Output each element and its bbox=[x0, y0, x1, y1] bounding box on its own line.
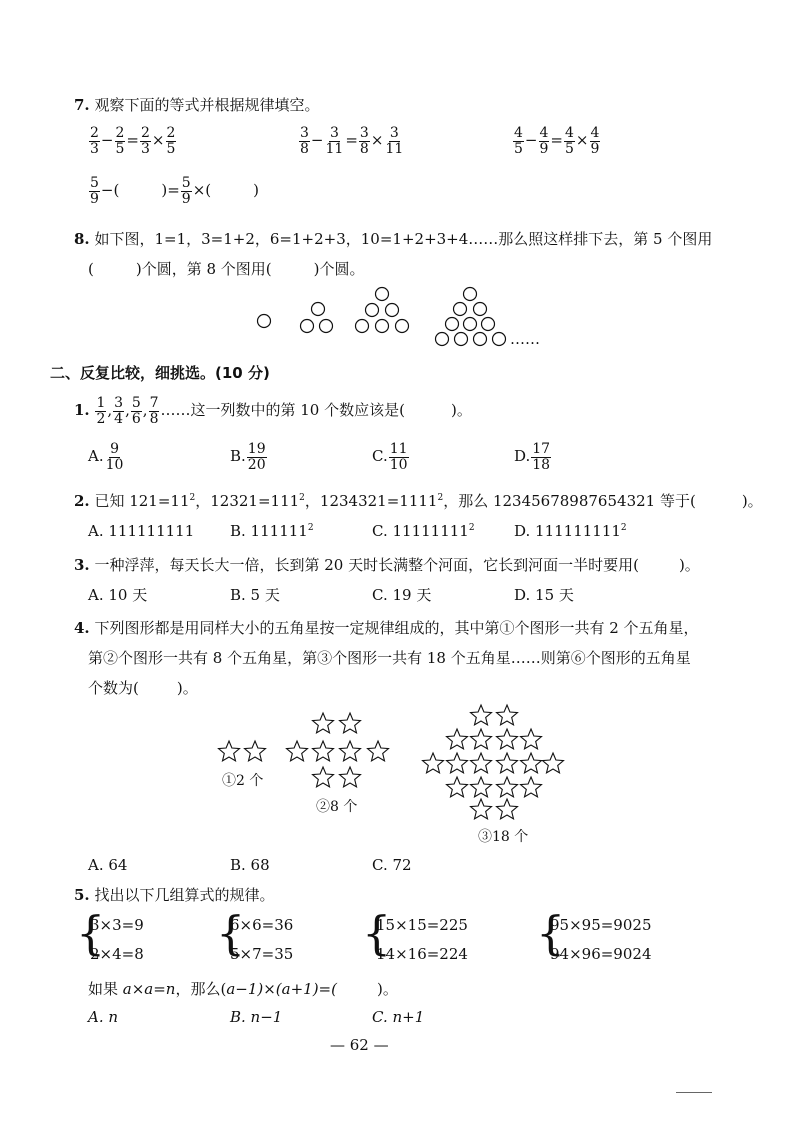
question-number: 5. bbox=[74, 886, 90, 904]
question-text: 观察下面的等式并根据规律填空。 bbox=[94, 96, 320, 114]
page-number: — 62 — bbox=[330, 1036, 389, 1054]
q7-fill-blank: $\frac{5}{9}$ −( )= $\frac{5}{9}$ ×( ) bbox=[90, 175, 259, 207]
group4-line1: 95×95=9025 bbox=[550, 916, 652, 934]
s3-option-c[interactable]: C. 19 天 bbox=[372, 586, 432, 604]
s1-option-b[interactable]: B. $\frac{19}{20}$ bbox=[230, 441, 266, 473]
s4-option-b[interactable]: B. 68 bbox=[230, 856, 270, 874]
star-icon bbox=[313, 741, 334, 761]
star-icon bbox=[219, 741, 240, 761]
star-icon bbox=[471, 729, 492, 749]
s1-prompt: 1. $\frac{1}{2}$ , $\frac{3}{4}$ , $\frac{5}{6}$ , $\frac{7}{8}$ ……这一列数中的第 10 个数应该是( )。 bbox=[74, 395, 472, 427]
star-icon bbox=[447, 777, 468, 797]
star-icon bbox=[471, 705, 492, 725]
s1-option-c[interactable]: C. $\frac{11}{10}$ bbox=[372, 441, 408, 473]
s2-option-b[interactable]: B. 111111$^2$ bbox=[230, 522, 314, 540]
question-number: 7. bbox=[74, 96, 90, 114]
question-number: 8. bbox=[74, 230, 90, 248]
star-icon bbox=[497, 729, 518, 749]
s4-line2: 第②个图形一共有 8 个五角星，第③个图形一共有 18 个五角星……则第⑥个图形的五角星 bbox=[88, 649, 691, 667]
star-icon bbox=[471, 777, 492, 797]
question-number: 3. bbox=[74, 556, 90, 574]
section-title: 二、反复比较，细挑选。(10 分) bbox=[50, 364, 270, 382]
question-number: 1. bbox=[74, 401, 90, 420]
footer-rule bbox=[676, 1092, 712, 1093]
group2-line1: 6×6=36 bbox=[230, 916, 294, 934]
star-icon bbox=[368, 741, 389, 761]
star-icon bbox=[313, 713, 334, 733]
s5-option-a[interactable]: A. n bbox=[88, 1008, 119, 1026]
star-icon bbox=[447, 729, 468, 749]
question-number: 2. bbox=[74, 492, 90, 510]
s4-line1: 4. 下列图形都是用同样大小的五角星按一定规律组成的，其中第①个图形一共有 2 个五角星， bbox=[74, 619, 699, 637]
star-icon bbox=[497, 777, 518, 797]
s1-option-a[interactable]: A. $\frac{9}{10}$ bbox=[88, 441, 124, 473]
star-icon bbox=[471, 753, 492, 773]
s3-option-d[interactable]: D. 15 天 bbox=[514, 586, 574, 604]
group3-line1: 15×15=225 bbox=[376, 916, 468, 934]
star-icon bbox=[423, 753, 444, 773]
q8-line1: 8. 如下图，1=1，3=1+2，6=1+2+3，10=1+2+3+4……那么照这样排下去，第 5 个图用 bbox=[74, 230, 713, 248]
q7-equation-1: $\frac{2}{3}$ − $\frac{2}{5}$ = $\frac{2}{3}$ × $\frac{2}{5}$ bbox=[90, 125, 176, 157]
brace-icon: { bbox=[76, 906, 106, 960]
s4-option-a[interactable]: A. 64 bbox=[88, 856, 128, 874]
s4-option-c[interactable]: C. 72 bbox=[372, 856, 412, 874]
star-icon bbox=[287, 741, 308, 761]
star-icon bbox=[447, 753, 468, 773]
s1-option-d[interactable]: D. $\frac{17}{18}$ bbox=[514, 441, 551, 473]
star-icon bbox=[245, 741, 266, 761]
figure2-label: ②8 个 bbox=[316, 799, 358, 815]
star-icon bbox=[340, 767, 361, 787]
star-icon bbox=[471, 799, 492, 819]
group1-line2: 2×4=8 bbox=[90, 945, 144, 963]
figure3-label: ③18 个 bbox=[478, 829, 529, 845]
q7-equation-3: $\frac{4}{5}$ − $\frac{4}{9}$ = $\frac{4}{5}$ × $\frac{4}{9}$ bbox=[514, 125, 600, 157]
star-icon bbox=[313, 767, 334, 787]
s3-option-b[interactable]: B. 5 天 bbox=[230, 586, 280, 604]
s4-line3: 个数为( )。 bbox=[88, 679, 198, 697]
star-icon bbox=[497, 753, 518, 773]
star-icon bbox=[340, 713, 361, 733]
star-icon bbox=[521, 777, 542, 797]
s3-option-a[interactable]: A. 10 天 bbox=[88, 586, 148, 604]
s5-option-c[interactable]: C. n+1 bbox=[372, 1008, 425, 1026]
group4-line2: 94×96=9024 bbox=[550, 945, 652, 963]
s5-question: 如果 a×a=n，那么(a−1)×(a+1)=( )。 bbox=[88, 980, 398, 998]
star-icon bbox=[543, 753, 564, 773]
group1-line1: 3×3=9 bbox=[90, 916, 144, 934]
star-icon bbox=[497, 799, 518, 819]
s5-prompt: 5. 找出以下几组算式的规律。 bbox=[74, 886, 275, 904]
s2-option-a[interactable]: A. 111111111 bbox=[88, 522, 195, 540]
star-icon bbox=[340, 741, 361, 761]
continuation-dots: …… bbox=[510, 330, 540, 348]
group3-line2: 14×16=224 bbox=[376, 945, 468, 963]
s2-prompt: 2. 已知 $121=11^2$，$12321=111^2$，$1234321=1111^2$，那么 12345678987654321 等于( )。 bbox=[74, 492, 763, 510]
star-icon bbox=[521, 729, 542, 749]
q7-equation-2: $\frac{3}{8}$ − $\frac{3}{11}$ = $\frac{3}{8}$ × $\frac{3}{11}$ bbox=[300, 125, 404, 157]
s2-option-d[interactable]: D. 111111111$^2$ bbox=[514, 522, 627, 540]
brace-icon: { bbox=[536, 906, 566, 960]
q8-line2: ( )个圆，第 8 个图用( )个圆。 bbox=[88, 260, 365, 278]
group2-line2: 5×7=35 bbox=[230, 945, 294, 963]
s3-prompt: 3. 一种浮萍，每天长大一倍，长到第 20 天时长满整个河面，它长到河面一半时要用( )。 bbox=[74, 556, 700, 574]
s5-option-b[interactable]: B. n−1 bbox=[230, 1008, 283, 1026]
s2-option-c[interactable]: C. 11111111$^2$ bbox=[372, 522, 475, 540]
brace-icon: { bbox=[216, 906, 246, 960]
star-icon bbox=[497, 705, 518, 725]
brace-icon: { bbox=[362, 906, 392, 960]
figure1-label: ①2 个 bbox=[222, 773, 264, 789]
question-number: 4. bbox=[74, 619, 90, 637]
star-icon bbox=[521, 753, 542, 773]
